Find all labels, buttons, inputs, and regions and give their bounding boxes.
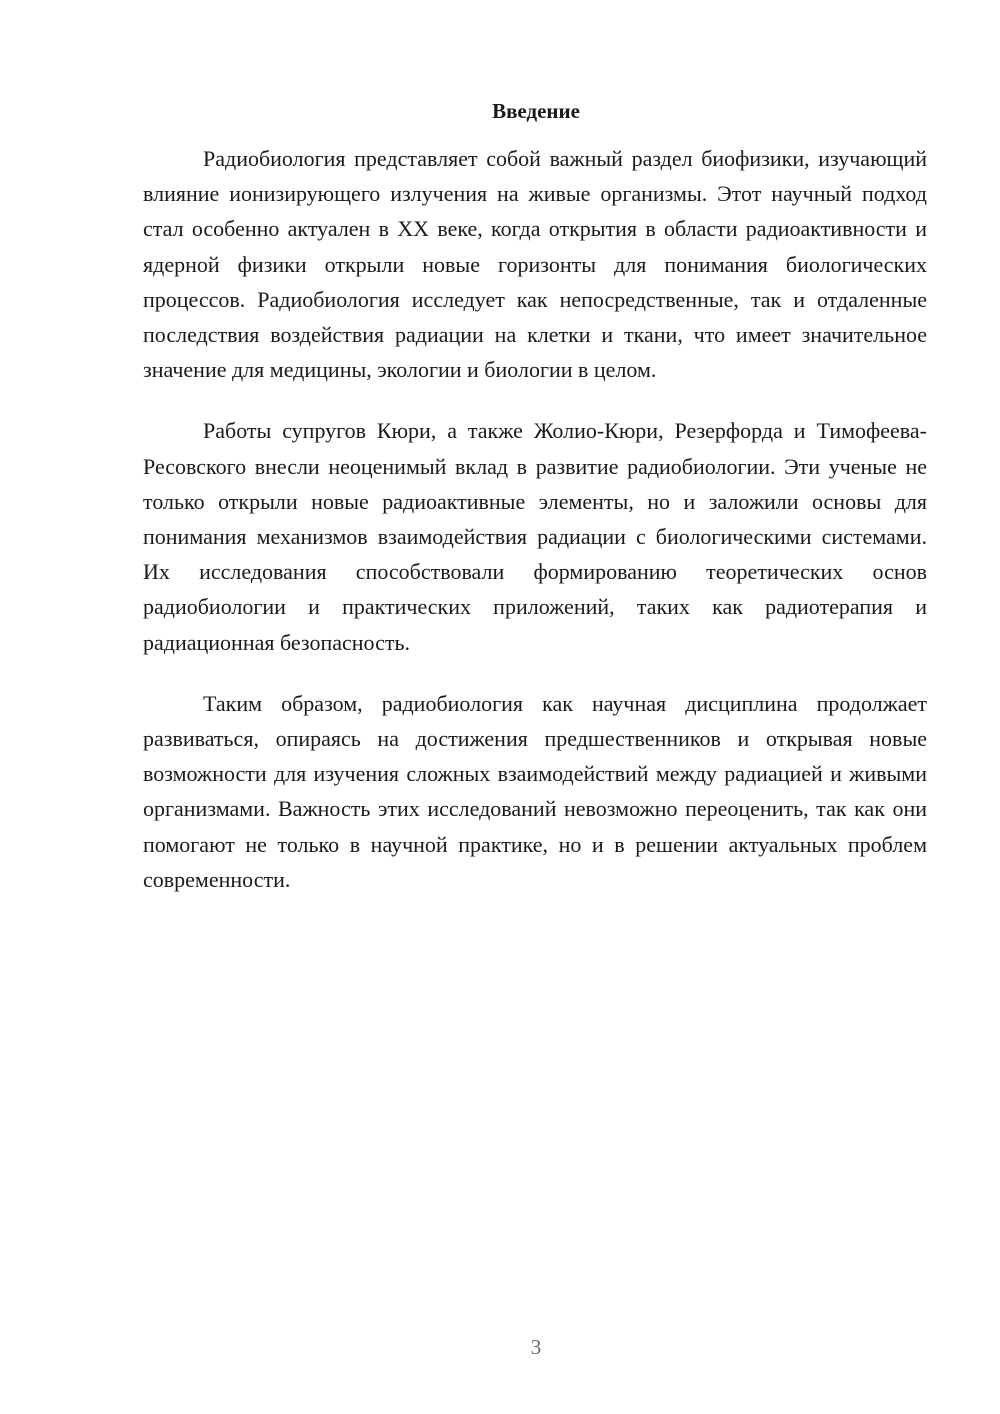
paragraph-3: Таким образом, радиобиология как научная дисциплина продолжает развиваться, опираясь на достижения предшественников и открывая новые возможности для изучения сложных взаимодействий между радиацией и живыми организмами. Важность этих исследований невозможно переоценить, так как они помогают не только в научной практике, но и в решении актуальных проблем современности. xyxy=(143,690,927,892)
section-heading: Введение xyxy=(492,99,580,123)
paragraph-2: Работы супругов Кюри, а также Жолио-Кюри, Резерфорда и Тимофеева-Ресовского внесли неоценимый вклад в развитие радиобиологии. Эти ученые не только открыли новые радиоактивные элементы, но и заложили основы для понимания механизмов взаимодействия радиации с биологическими системами. Их исследования способствовали формированию теоретических основ радиобиологии и практических приложений, таких как радиотерапия и радиационная безопасность. xyxy=(143,418,927,655)
paragraph-1: Радиобиология представляет собой важный раздел биофизики, изучающий влияние ионизирующего излучения на живые организмы. Этот научный подход стал особенно актуален в XX веке, когда открытия в области радиоактивности и ядерной физики открыли новые горизонты для понимания биологических процессов. Радиобиология исследует как непосредственные, так и отдаленные последствия воздействия радиации на клетки и ткани, что имеет значительное значение для медицины, экологии и биологии в целом. xyxy=(143,146,927,383)
body-text xyxy=(143,141,927,923)
page-number: 3 xyxy=(530,1335,542,1359)
